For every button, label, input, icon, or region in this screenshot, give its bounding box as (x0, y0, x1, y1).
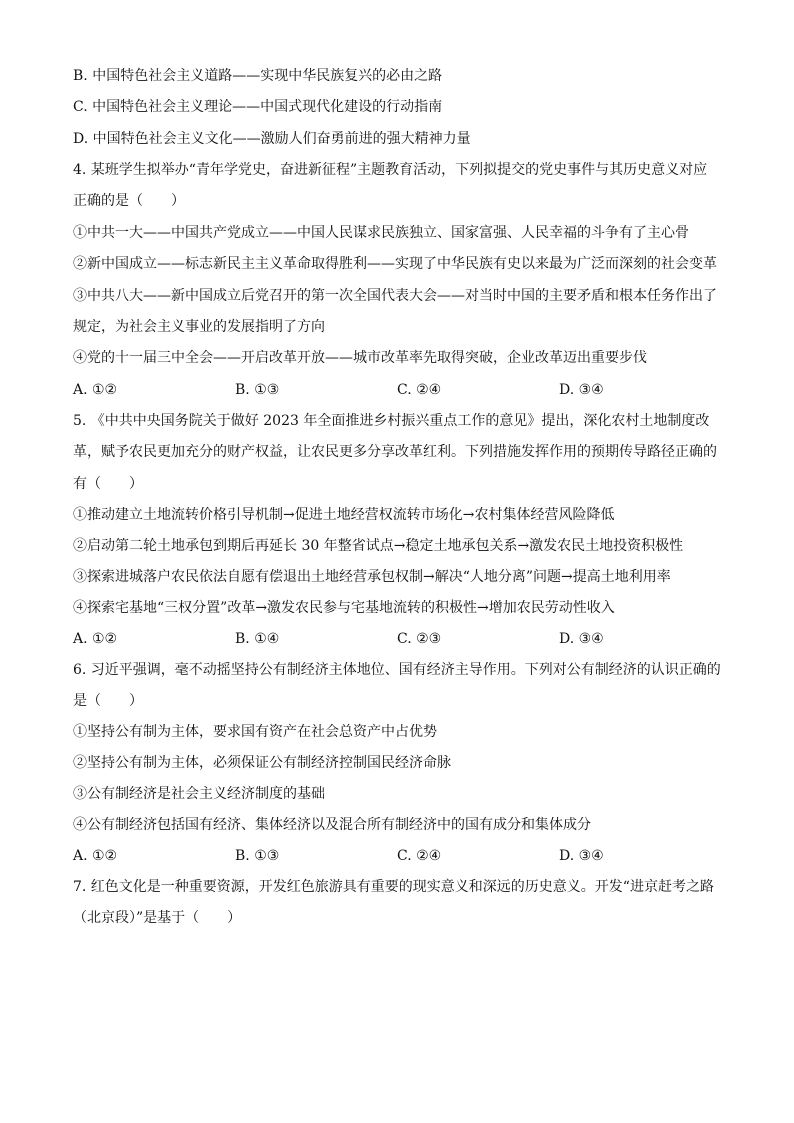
q5-option-b: B. ①④ (235, 631, 280, 647)
q6-stem-line2: 是（ ） (73, 693, 143, 709)
q6-item-4: ④公有制经济包括国有经济、集体经济以及混合所有制经济中的国有成分和集体成分 (73, 817, 591, 833)
q5-stem-line2: 革，赋予农民更加充分的财产权益，让农民更多分享改革红利。下列措施发挥作用的预期传导路径正确的 (73, 444, 717, 460)
q5-options-row (73, 629, 723, 649)
q4-option-b: B. ①③ (235, 382, 280, 398)
q5-item-1: ①推动建立土地流转价格引导机制→促进土地经营权流转市场化→农村集体经营风险降低 (73, 507, 615, 523)
q6-option-c: C. ②④ (397, 848, 442, 864)
q5-item-4: ④探索宅基地“三权分置”改革→激发农民参与宅基地流转的积极性→增加农民劳动性收入 (73, 600, 615, 616)
q5-stem-line1: 5. 《中共中央国务院关于做好 2023 年全面推进乡村振兴重点工作的意见》提出，深化农村土地制度改 (73, 413, 710, 429)
q3-option-c: C. 中国特色社会主义理论——中国式现代化建设的行动指南 (73, 99, 443, 115)
q6-item-1: ①坚持公有制为主体，要求国有资产在社会总资产中占优势 (73, 724, 437, 740)
q4-item-1: ①中共一大——中国共产党成立——中国人民谋求民族独立、国家富强、人民幸福的斗争有了主心骨 (73, 225, 689, 241)
q3-option-d: D. 中国特色社会主义文化——激励人们奋勇前进的强大精神力量 (73, 131, 471, 147)
q6-stem-line1: 6. 习近平强调，毫不动摇坚持公有制经济主体地位、国有经济主导作用。下列对公有制经济的认识正确的 (73, 662, 721, 678)
q5-item-2: ②启动第二轮土地承包到期后再延长 30 年整省试点→稳定土地承包关系→激发农民土地投资积极性 (73, 538, 684, 554)
q6-options-row (73, 846, 723, 866)
q4-options-row (73, 380, 723, 400)
q6-option-b: B. ①③ (235, 848, 280, 864)
q5-option-c: C. ②③ (397, 631, 442, 647)
q3-option-b: B. 中国特色社会主义道路——实现中华民族复兴的必由之路 (73, 68, 443, 84)
q4-item-4: ④党的十一届三中全会——开启改革开放——城市改革率先取得突破，企业改革迈出重要步伐 (73, 350, 647, 366)
q5-option-d: D. ③④ (559, 631, 604, 647)
q6-item-2: ②坚持公有制为主体，必须保证公有制经济控制国民经济命脉 (73, 755, 451, 771)
q5-option-a: A. ①② (73, 631, 118, 647)
q4-item-3-line1: ③中共八大——新中国成立后党召开的第一次全国代表大会——对当时中国的主要矛盾和根本任务作出了 (73, 288, 717, 304)
q7-stem-line2: （北京段）”是基于（ ） (73, 910, 242, 926)
q4-stem-line2: 正确的是（ ） (73, 193, 185, 209)
q4-item-2: ②新中国成立——标志新民主主义革命取得胜利——实现了中华民族有史以来最为广泛而深刻的社会变革 (73, 256, 717, 272)
q5-stem-line3: 有（ ） (73, 476, 143, 492)
q4-stem-line1: 4. 某班学生拟举办“青年学党史，奋进新征程”主题教育活动，下列拟提交的党史事件与其历史意义对应 (73, 162, 708, 178)
q6-option-d: D. ③④ (559, 848, 604, 864)
q4-option-a: A. ①② (73, 382, 118, 398)
q6-option-a: A. ①② (73, 848, 118, 864)
q7-stem-line1: 7. 红色文化是一种重要资源，开发红色旅游具有重要的现实意义和深远的历史意义。开发“进京赶考之路 (73, 879, 714, 895)
q4-option-c: C. ②④ (397, 382, 442, 398)
q4-option-d: D. ③④ (559, 382, 604, 398)
q5-item-3: ③探索进城落户农民依法自愿有偿退出土地经营承包权制→解决“人地分离”问题→提高土地利用率 (73, 569, 671, 585)
q4-item-3-line2: 规定，为社会主义事业的发展指明了方向 (73, 319, 325, 335)
q6-item-3: ③公有制经济是社会主义经济制度的基础 (73, 786, 325, 802)
